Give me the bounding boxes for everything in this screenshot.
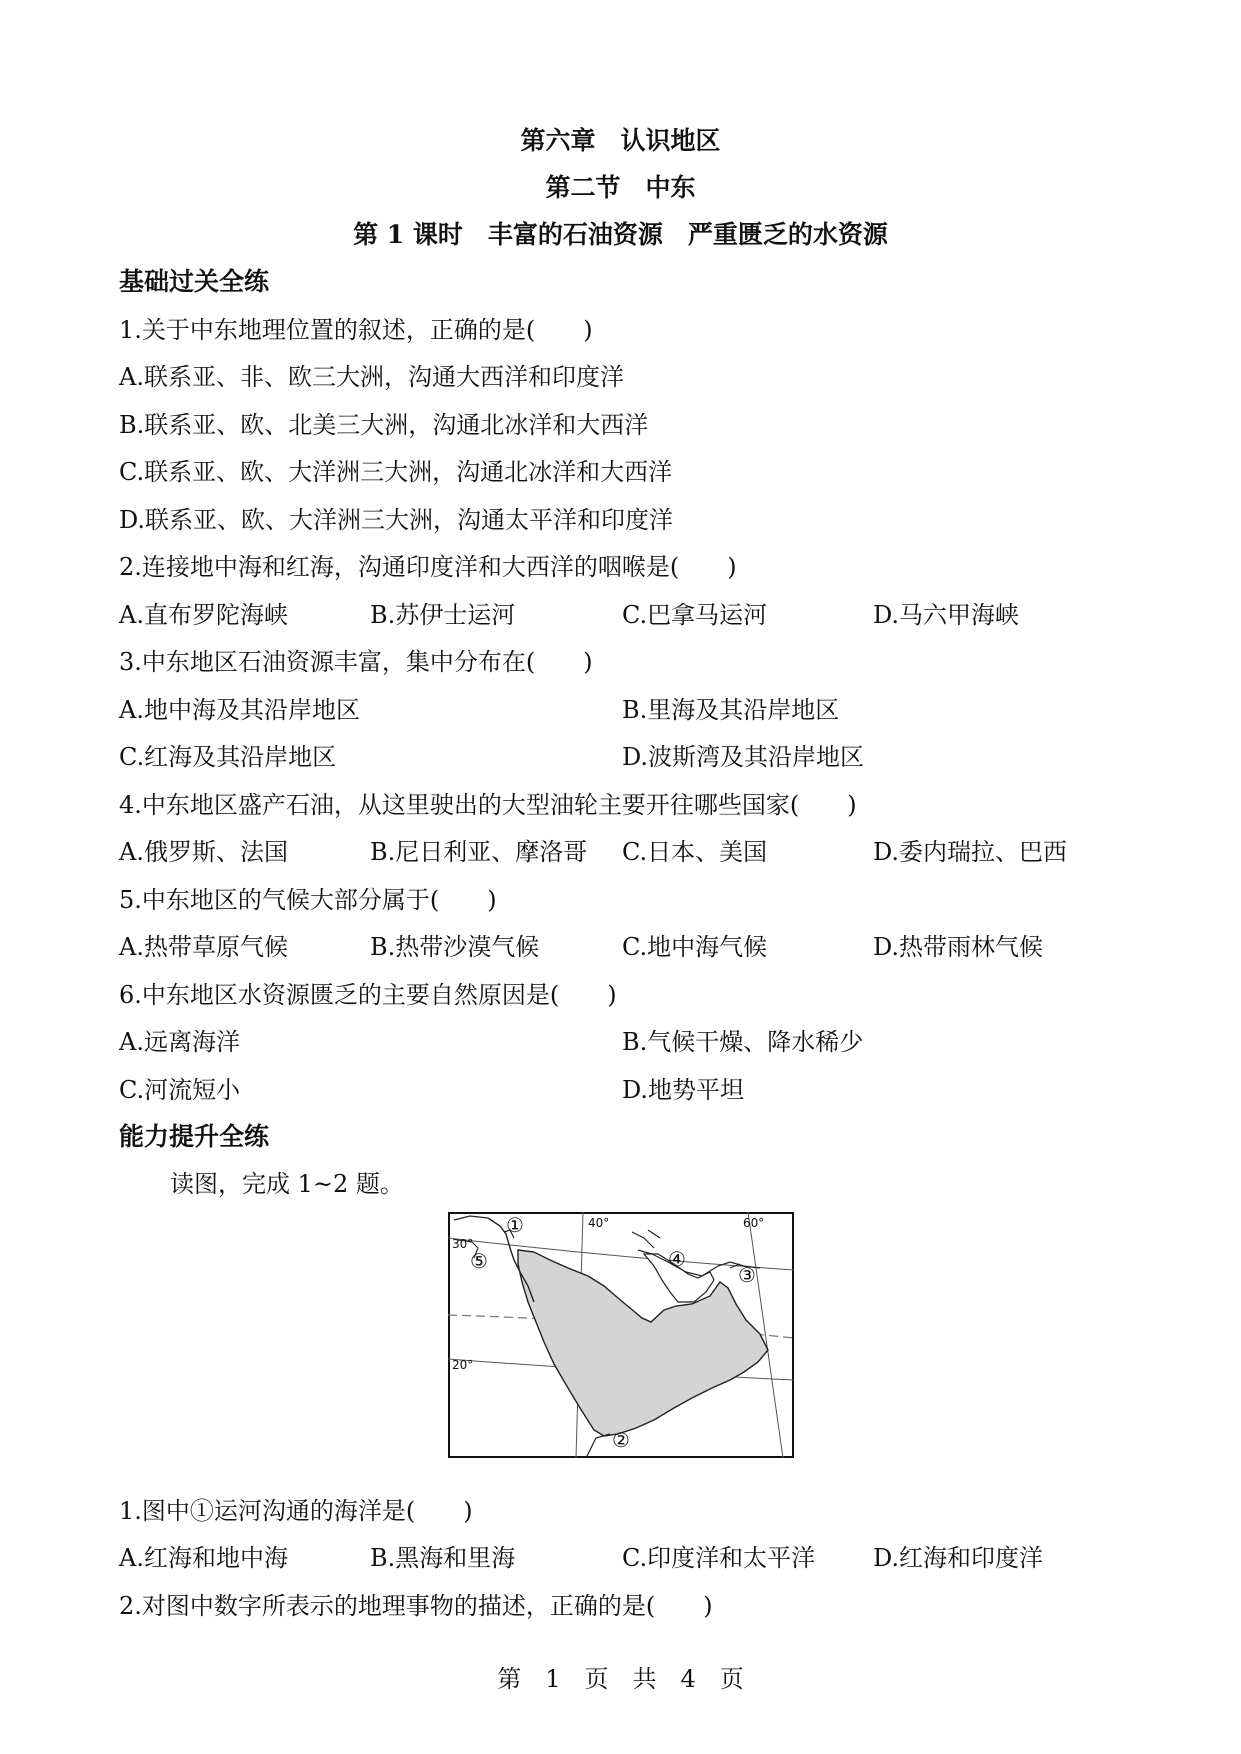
question-stem: 2.连接地中海和红海，沟通印度洋和大西洋的咽喉是( ) — [119, 553, 737, 581]
option-c: C.河流短小 — [119, 1076, 241, 1104]
option-c: C.日本、美国 — [622, 838, 768, 866]
option-b: B.联系亚、欧、北美三大洲，沟通北冰洋和大西洋 — [119, 411, 649, 439]
option-d: D.地势平坦 — [622, 1076, 745, 1104]
option-c: C.地中海气候 — [622, 933, 768, 961]
marker-2: ② — [612, 1428, 630, 1452]
question-stem: 2.对图中数字所表示的地理事物的描述，正确的是( ) — [119, 1592, 713, 1620]
option-a: A.远离海洋 — [119, 1028, 240, 1056]
marker-5: ⑤ — [470, 1249, 488, 1273]
question-stem: 3.中东地区石油资源丰富，集中分布在( ) — [119, 648, 593, 676]
option-a: A.热带草原气候 — [119, 933, 288, 961]
chapter-title: 第六章 认识地区 — [520, 126, 721, 155]
question-stem: 4.中东地区盛产石油，从这里驶出的大型油轮主要开往哪些国家( ) — [119, 791, 857, 819]
option-a: A.红海和地中海 — [119, 1544, 288, 1572]
option-d: D.热带雨林气候 — [873, 933, 1044, 961]
advanced-practice-heading: 能力提升全练 — [119, 1122, 270, 1151]
lon-label-40: 40° — [588, 1216, 610, 1230]
map-instruction: 读图，完成 1~2 题。 — [170, 1170, 404, 1198]
option-d: D.红海和印度洋 — [873, 1544, 1044, 1572]
lon-label-60: 60° — [743, 1216, 765, 1230]
marker-1: ① — [506, 1213, 524, 1237]
option-c: C.红海及其沿岸地区 — [119, 743, 337, 771]
lat-label-20: 20° — [452, 1358, 474, 1372]
basic-practice-heading: 基础过关全练 — [119, 267, 270, 296]
marker-3: ③ — [738, 1263, 756, 1287]
option-d: D.波斯湾及其沿岸地区 — [622, 743, 865, 771]
option-b: B.里海及其沿岸地区 — [622, 696, 840, 724]
option-a: A.联系亚、非、欧三大洲，沟通大西洋和印度洋 — [119, 363, 624, 391]
option-c: C.巴拿马运河 — [622, 601, 768, 629]
option-a: A.地中海及其沿岸地区 — [119, 696, 360, 724]
option-a: A.直布罗陀海峡 — [119, 601, 288, 629]
option-c: C.印度洋和太平洋 — [622, 1544, 816, 1572]
option-d: D.马六甲海峡 — [873, 601, 1020, 629]
option-b: B.黑海和里海 — [370, 1544, 516, 1572]
question-stem: 1.图中①运河沟通的海洋是( ) — [119, 1497, 473, 1525]
page-footer: 第 1 页 共 4 页 — [497, 1665, 744, 1693]
option-b: B.热带沙漠气候 — [370, 933, 540, 961]
question-stem: 5.中东地区的气候大部分属于( ) — [119, 886, 497, 914]
option-d: D.委内瑞拉、巴西 — [873, 838, 1068, 866]
lesson-title: 第 1 课时 丰富的石油资源 严重匮乏的水资源 — [353, 220, 888, 249]
option-c: C.联系亚、欧、大洋洲三大洲，沟通北冰洋和大西洋 — [119, 458, 673, 486]
middle-east-map — [448, 1212, 794, 1458]
option-d: D.联系亚、欧、大洋洲三大洲，沟通太平洋和印度洋 — [119, 506, 674, 534]
option-b: B.气候干燥、降水稀少 — [622, 1028, 864, 1056]
marker-4: ④ — [668, 1247, 686, 1271]
section-title: 第二节 中东 — [545, 173, 696, 202]
option-b: B.尼日利亚、摩洛哥 — [370, 838, 588, 866]
option-b: B.苏伊士运河 — [370, 601, 516, 629]
question-stem: 6.中东地区水资源匮乏的主要自然原因是( ) — [119, 981, 617, 1009]
lat-label-30: 30° — [452, 1237, 474, 1251]
option-a: A.俄罗斯、法国 — [119, 838, 288, 866]
question-stem: 1.关于中东地理位置的叙述，正确的是( ) — [119, 316, 593, 344]
